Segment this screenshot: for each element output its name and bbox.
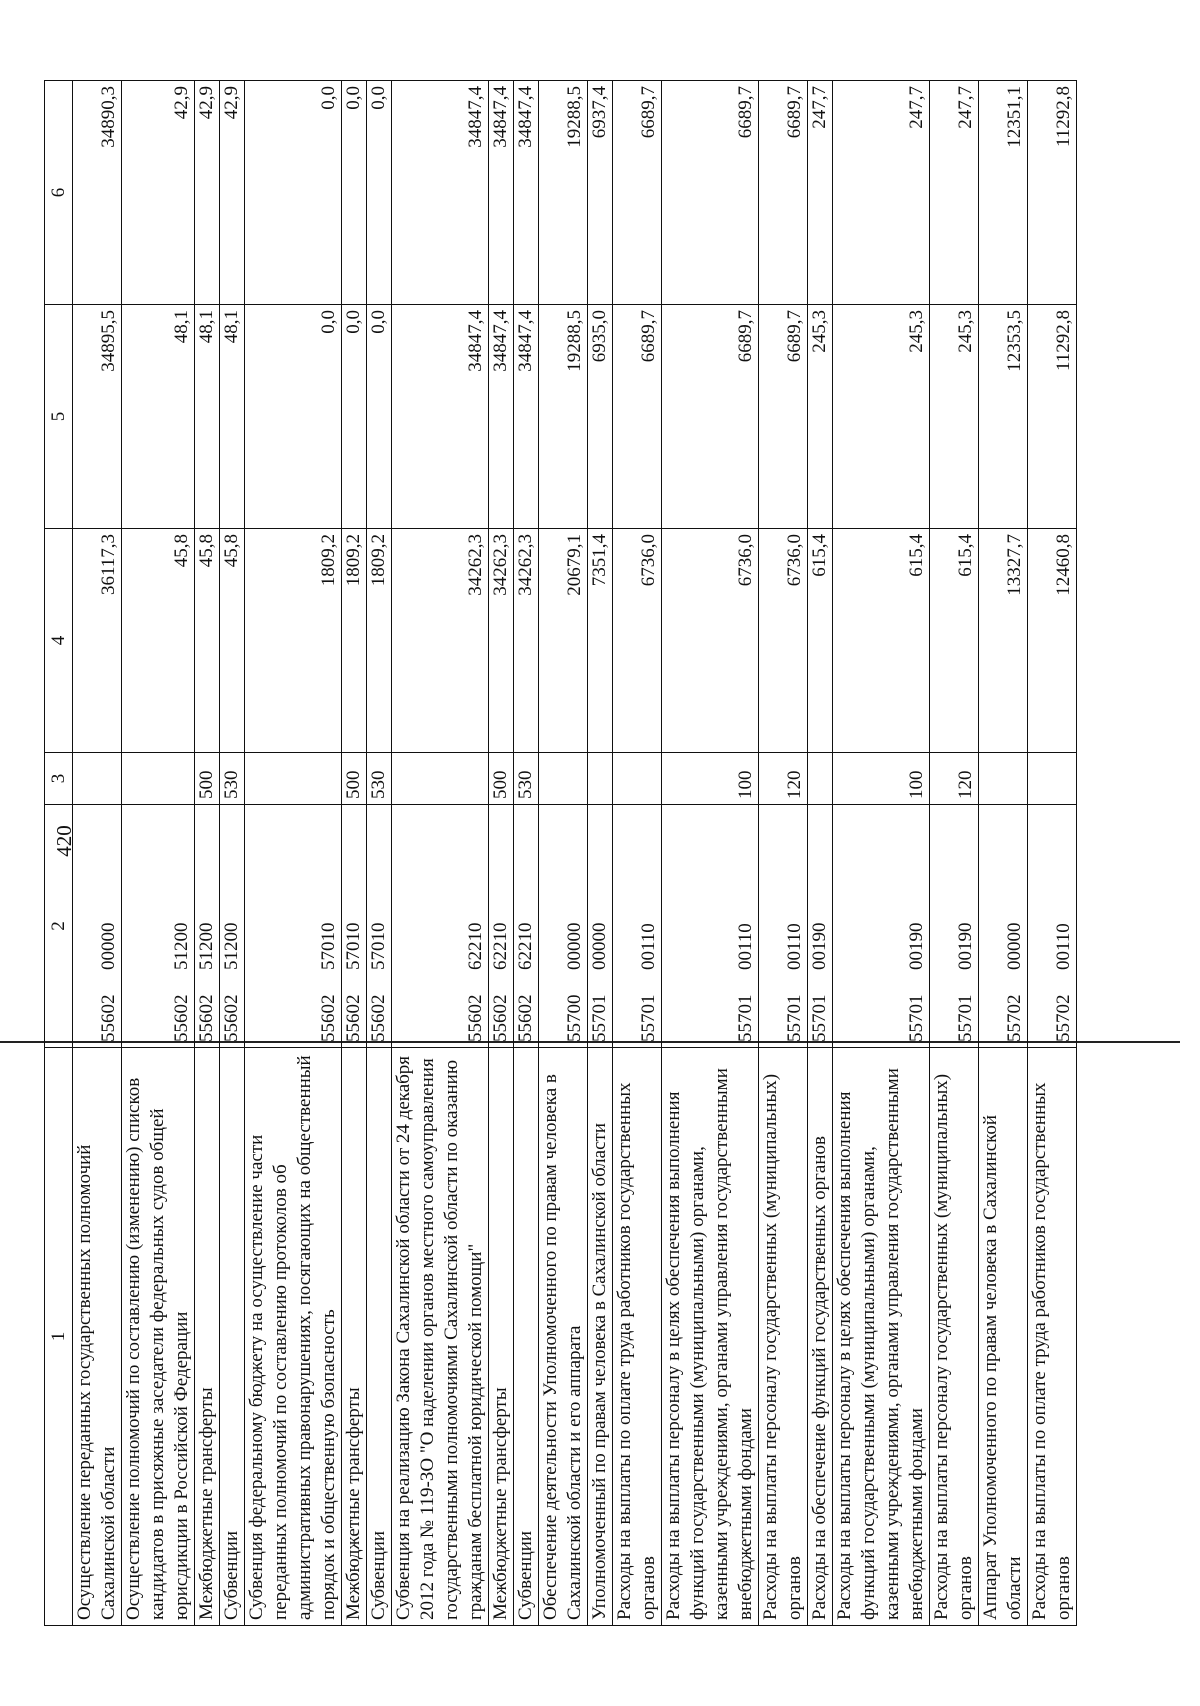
row-expense-type xyxy=(588,753,613,805)
row-expense-type: 500 xyxy=(195,753,220,805)
row-name: Межбюджетные трансферты xyxy=(342,1048,367,1626)
row-name: Расходы на выплаты по оплате труда работников государственных органов xyxy=(613,1048,662,1626)
row-value-col6: 6689,7 xyxy=(662,81,759,305)
row-name: Расходы на выплаты по оплате труда работников государственных органов xyxy=(1028,1048,1077,1626)
row-value-col5: 245,3 xyxy=(808,305,833,529)
row-code xyxy=(808,805,833,1048)
table-row xyxy=(220,81,245,1626)
table-row xyxy=(808,81,833,1626)
row-name: Осуществление переданных государственных полномочий Сахалинской области xyxy=(73,1048,122,1626)
header-cell: 3 xyxy=(45,753,73,805)
row-name: Субвенция на реализацию Закона Сахалинской области от 24 декабря 2012 года № 119-ЗО "О наделении органов местного самоуправления государственными полномочиями Сахалинской области по оказанию гражданам бесплатной юридической помощи" xyxy=(392,1048,489,1626)
row-code xyxy=(195,805,220,1048)
table-row xyxy=(662,81,759,1626)
row-name: Субвенции xyxy=(367,1048,392,1626)
row-code xyxy=(613,805,662,1048)
row-code xyxy=(759,805,808,1048)
row-value-col6: 0,0 xyxy=(245,81,342,305)
row-value-col5: 48,1 xyxy=(220,305,245,529)
row-code xyxy=(342,805,367,1048)
row-value-col4: 45,8 xyxy=(122,529,195,753)
code-part-a: 55700 xyxy=(564,994,585,1042)
row-code xyxy=(588,805,613,1048)
row-code xyxy=(392,805,489,1048)
row-expense-type xyxy=(1028,753,1077,805)
row-code xyxy=(73,805,122,1048)
row-value-col4: 34262,3 xyxy=(489,529,514,753)
row-value-col4: 12460,8 xyxy=(1028,529,1077,753)
code-part-b: 00110 xyxy=(1053,923,1074,970)
header-cell: 1 xyxy=(45,1048,73,1626)
row-name: Субвенции xyxy=(514,1048,539,1626)
row-value-col6: 247,7 xyxy=(930,81,979,305)
code-part-a: 55602 xyxy=(221,994,242,1042)
row-value-col5: 11292,8 xyxy=(1028,305,1077,529)
row-value-col4: 6736,0 xyxy=(662,529,759,753)
row-value-col6: 6689,7 xyxy=(613,81,662,305)
row-value-col5: 34847,4 xyxy=(392,305,489,529)
row-value-col6: 6689,7 xyxy=(759,81,808,305)
code-part-a: 55701 xyxy=(589,994,610,1042)
table-row xyxy=(539,81,588,1626)
code-part-a: 55602 xyxy=(368,994,389,1042)
row-expense-type xyxy=(122,753,195,805)
row-value-col6: 34847,4 xyxy=(489,81,514,305)
row-value-col4: 1809,2 xyxy=(367,529,392,753)
code-part-a: 55701 xyxy=(735,994,756,1042)
table-row xyxy=(514,81,539,1626)
row-code xyxy=(489,805,514,1048)
row-value-col6: 42,9 xyxy=(122,81,195,305)
row-value-col5: 12353,5 xyxy=(979,305,1028,529)
code-part-b: 51200 xyxy=(196,922,217,970)
row-value-col4: 45,8 xyxy=(195,529,220,753)
row-name: Уполномоченный по правам человека в Сахалинской области xyxy=(588,1048,613,1626)
row-value-col4: 34262,3 xyxy=(514,529,539,753)
table-row xyxy=(245,81,342,1626)
row-value-col6: 0,0 xyxy=(342,81,367,305)
row-value-col5: 6689,7 xyxy=(662,305,759,529)
table-row xyxy=(122,81,195,1626)
row-code xyxy=(245,805,342,1048)
row-value-col5: 6689,7 xyxy=(759,305,808,529)
table-row xyxy=(1028,81,1077,1626)
row-value-col4: 615,4 xyxy=(833,529,930,753)
header-row xyxy=(45,81,73,1626)
code-part-b: 51200 xyxy=(171,922,192,970)
row-code xyxy=(514,805,539,1048)
table-row xyxy=(759,81,808,1626)
row-value-col6: 42,9 xyxy=(195,81,220,305)
row-value-col5: 34847,4 xyxy=(489,305,514,529)
code-part-a: 55702 xyxy=(1004,994,1025,1042)
code-part-a: 55701 xyxy=(809,994,830,1042)
row-name: Расходы на выплаты персоналу государственных (муниципальных) органов xyxy=(759,1048,808,1626)
code-part-b: 00110 xyxy=(784,923,805,970)
code-part-b: 00000 xyxy=(589,922,610,970)
code-part-a: 55602 xyxy=(490,994,511,1042)
row-value-col4: 1809,2 xyxy=(342,529,367,753)
row-code xyxy=(930,805,979,1048)
row-code xyxy=(979,805,1028,1048)
row-name: Осуществление полномочий по составлению (изменению) списков кандидатов в присяжные заседатели федеральных судов общей юрисдикции в Российской Федерации xyxy=(122,1048,195,1626)
row-name: Обеспечение деятельности Уполномоченного по правам человека в Сахалинской области и его аппарата xyxy=(539,1048,588,1626)
row-value-col4: 7351,4 xyxy=(588,529,613,753)
code-part-b: 51200 xyxy=(221,922,242,970)
row-expense-type xyxy=(808,753,833,805)
row-expense-type: 120 xyxy=(930,753,979,805)
row-value-col6: 0,0 xyxy=(367,81,392,305)
row-name: Расходы на выплаты персоналу в целях обеспечения выполнения функций государственными (муниципальными) органами, казенными учреждениями, органами управления государственными внебюджетными фондами xyxy=(662,1048,759,1626)
row-code xyxy=(1028,805,1077,1048)
header-cell: 4 xyxy=(45,529,73,753)
code-part-a: 55602 xyxy=(171,994,192,1042)
row-code xyxy=(367,805,392,1048)
row-value-col5: 0,0 xyxy=(367,305,392,529)
row-expense-type: 120 xyxy=(759,753,808,805)
row-expense-type: 100 xyxy=(662,753,759,805)
table-row xyxy=(833,81,930,1626)
row-value-col6: 6937,4 xyxy=(588,81,613,305)
row-expense-type xyxy=(613,753,662,805)
row-value-col4: 45,8 xyxy=(220,529,245,753)
row-name: Расходы на выплаты персоналу в целях обеспечения выполнения функций государственными (муниципальными) органами, казенными учреждениями, органами управления государственными внебюджетными фондами xyxy=(833,1048,930,1626)
row-code xyxy=(662,805,759,1048)
code-part-b: 00190 xyxy=(955,922,976,970)
code-part-a: 55701 xyxy=(784,994,805,1042)
code-part-a: 55602 xyxy=(343,994,364,1042)
row-name: Субвенция федеральному бюджету на осуществление части переданных полномочий по составлению протоколов об административных правонарушениях, посягающих на общественный порядок и общественную бзопасность xyxy=(245,1048,342,1626)
row-value-col4: 34262,3 xyxy=(392,529,489,753)
table-row xyxy=(195,81,220,1626)
row-value-col5: 48,1 xyxy=(195,305,220,529)
code-part-a: 55701 xyxy=(955,994,976,1042)
code-part-a: 55602 xyxy=(318,994,339,1042)
row-expense-type xyxy=(245,753,342,805)
code-part-b: 00190 xyxy=(809,922,830,970)
code-part-b: 00000 xyxy=(564,922,585,970)
code-part-a: 55602 xyxy=(465,994,486,1042)
row-expense-type: 500 xyxy=(342,753,367,805)
row-value-col5: 6935,0 xyxy=(588,305,613,529)
row-name: Расходы на обеспечение функций государственных органов xyxy=(808,1048,833,1626)
table-row xyxy=(930,81,979,1626)
row-expense-type: 530 xyxy=(220,753,245,805)
row-expense-type xyxy=(73,753,122,805)
code-part-a: 55602 xyxy=(515,994,536,1042)
row-value-col6: 11292,8 xyxy=(1028,81,1077,305)
table-row xyxy=(73,81,122,1626)
row-value-col6: 19288,5 xyxy=(539,81,588,305)
row-expense-type xyxy=(979,753,1028,805)
row-value-col6: 34847,4 xyxy=(392,81,489,305)
code-part-a: 55602 xyxy=(196,994,217,1042)
code-part-b: 00190 xyxy=(906,922,927,970)
row-value-col4: 13327,7 xyxy=(979,529,1028,753)
code-part-b: 00000 xyxy=(98,922,119,970)
table-row xyxy=(367,81,392,1626)
table-body xyxy=(73,81,1077,1626)
code-part-b: 57010 xyxy=(343,922,364,970)
row-expense-type: 530 xyxy=(367,753,392,805)
code-part-b: 62210 xyxy=(490,922,511,970)
table-row xyxy=(342,81,367,1626)
code-part-b: 00110 xyxy=(638,923,659,970)
row-value-col5: 34847,4 xyxy=(514,305,539,529)
row-code xyxy=(220,805,245,1048)
row-value-col6: 34847,4 xyxy=(514,81,539,305)
row-value-col5: 48,1 xyxy=(122,305,195,529)
header-cell: 5 xyxy=(45,305,73,529)
code-part-b: 57010 xyxy=(318,922,339,970)
code-part-b: 62210 xyxy=(515,922,536,970)
row-value-col6: 247,7 xyxy=(808,81,833,305)
row-value-col5: 19288,5 xyxy=(539,305,588,529)
row-value-col4: 615,4 xyxy=(808,529,833,753)
row-value-col4: 6736,0 xyxy=(613,529,662,753)
row-value-col4: 615,4 xyxy=(930,529,979,753)
header-cell: 2 xyxy=(45,805,73,1048)
row-value-col4: 20679,1 xyxy=(539,529,588,753)
budget-table xyxy=(44,80,1077,1626)
row-code xyxy=(122,805,195,1048)
code-part-a: 55701 xyxy=(906,994,927,1042)
row-code xyxy=(833,805,930,1048)
row-value-col6: 247,7 xyxy=(833,81,930,305)
code-part-a: 55602 xyxy=(98,994,119,1042)
code-part-b: 00000 xyxy=(1004,922,1025,970)
row-name: Расходы на выплаты персоналу государственных (муниципальных) органов xyxy=(930,1048,979,1626)
row-value-col5: 6689,7 xyxy=(613,305,662,529)
code-part-a: 55701 xyxy=(638,994,659,1042)
row-expense-type: 100 xyxy=(833,753,930,805)
row-code xyxy=(539,805,588,1048)
header-cell: 6 xyxy=(45,81,73,305)
table-row xyxy=(613,81,662,1626)
row-value-col4: 6736,0 xyxy=(759,529,808,753)
table-row xyxy=(489,81,514,1626)
row-name: Аппарат Уполномоченного по правам человека в Сахалинской области xyxy=(979,1048,1028,1626)
row-value-col6: 12351,1 xyxy=(979,81,1028,305)
row-expense-type xyxy=(539,753,588,805)
code-part-a: 55702 xyxy=(1053,994,1074,1042)
row-value-col5: 245,3 xyxy=(930,305,979,529)
row-value-col5: 0,0 xyxy=(245,305,342,529)
page-number: 420 xyxy=(52,825,76,857)
row-value-col5: 34895,5 xyxy=(73,305,122,529)
row-value-col4: 1809,2 xyxy=(245,529,342,753)
row-name: Межбюджетные трансферты xyxy=(195,1048,220,1626)
row-name: Субвенции xyxy=(220,1048,245,1626)
row-value-col6: 42,9 xyxy=(220,81,245,305)
table-row xyxy=(588,81,613,1626)
code-part-b: 57010 xyxy=(368,922,389,970)
table-row xyxy=(979,81,1028,1626)
row-expense-type xyxy=(392,753,489,805)
row-name: Межбюджетные трансферты xyxy=(489,1048,514,1626)
row-expense-type: 500 xyxy=(489,753,514,805)
code-part-b: 00110 xyxy=(735,923,756,970)
row-expense-type: 530 xyxy=(514,753,539,805)
row-value-col5: 245,3 xyxy=(833,305,930,529)
row-value-col5: 0,0 xyxy=(342,305,367,529)
table-row xyxy=(392,81,489,1626)
row-value-col4: 36117,3 xyxy=(73,529,122,753)
row-value-col6: 34890,3 xyxy=(73,81,122,305)
code-part-b: 62210 xyxy=(465,922,486,970)
